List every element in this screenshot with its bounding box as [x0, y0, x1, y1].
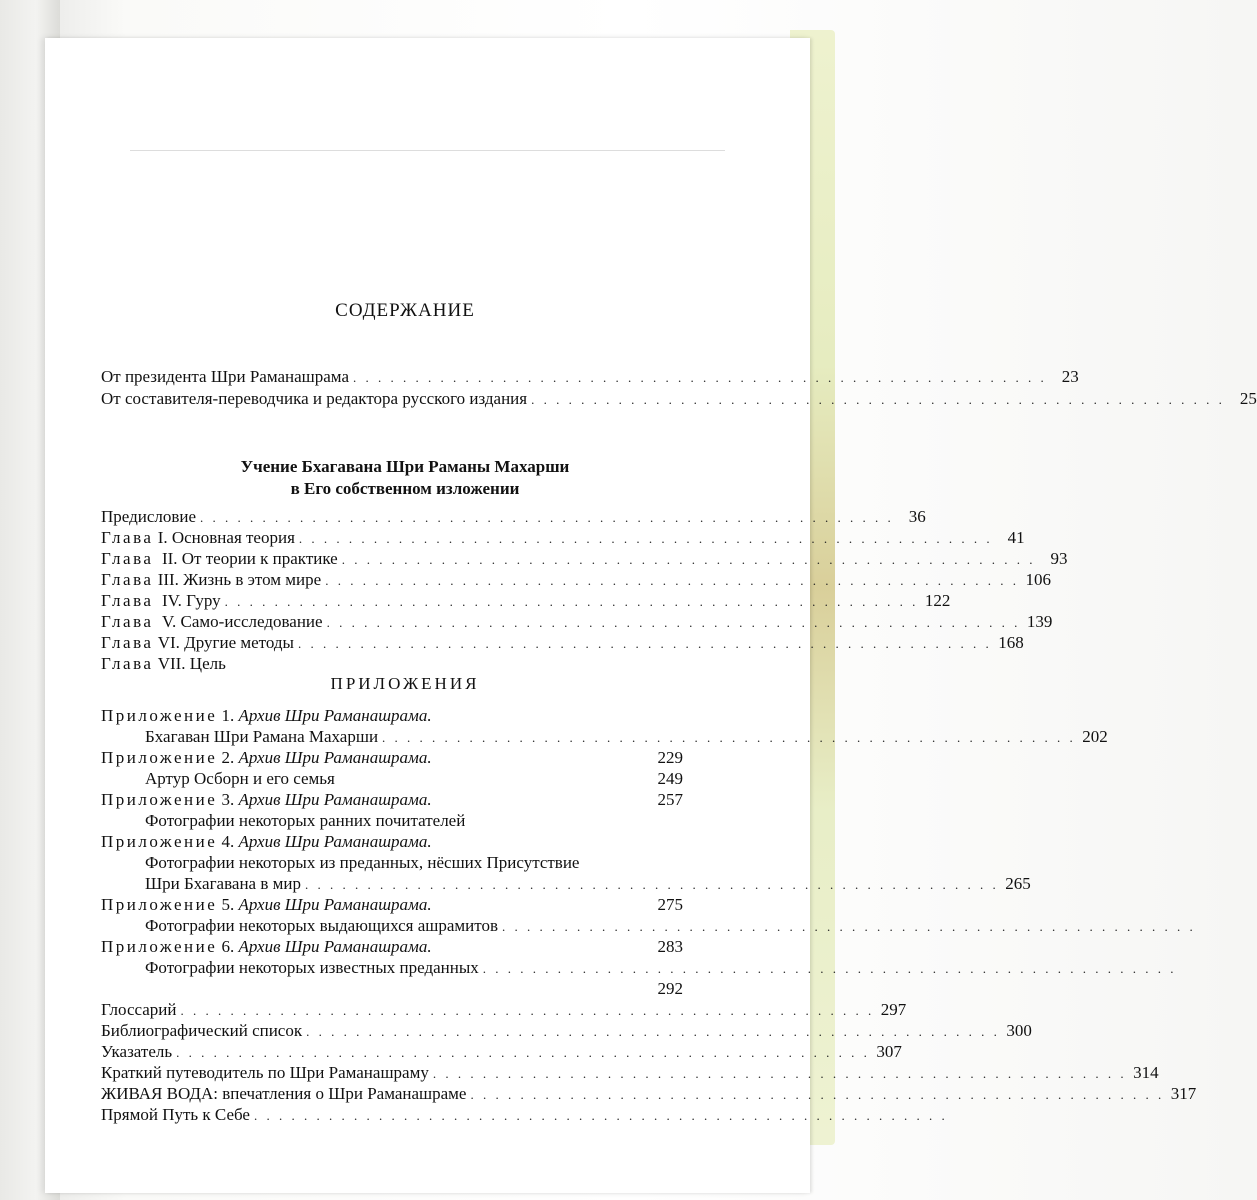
- leader-dots: . . . . . . . . . . . . . . . . . . . . . . . . . . . . . . . . . . . . . . . . . . . . . . . . . . . . . . . .: [353, 370, 1047, 385]
- book-page: [45, 38, 1257, 1193]
- appendix-prefix: Приложение: [101, 832, 218, 851]
- appendix-3-entry: [145, 810, 683, 831]
- toc-entry-page: 292: [657, 979, 683, 998]
- toc-entry-direct-path: [101, 1104, 948, 1125]
- toc-entry-page: 307: [876, 1042, 902, 1061]
- toc-entry-page: 275: [657, 895, 683, 914]
- toc-entry-chapter-3: [101, 569, 1051, 590]
- toc-entry-page: 265: [1005, 874, 1031, 893]
- toc-entry-label: От составителя-переводчика и редактора русского издания: [101, 389, 528, 408]
- toc-entry-label: Артур Осборн и его семья: [145, 769, 335, 788]
- toc-entry-label: Фотографии некоторых ранних почитателей: [145, 811, 466, 830]
- leader-dots: . . . . . . . . . . . . . . . . . . . . . . . . . . . . . . . . . . . . . . . . . . . . . . . . . . . . . . . .: [502, 919, 1196, 934]
- section-title-line-2: в Его собственном изложении: [290, 479, 520, 498]
- leader-dots: . . . . . . . . . . . . . . . . . . . . . . . . . . . . . . . . . . . . . . . . . . . . . . . . . . . . . . . .: [176, 1045, 870, 1060]
- leader-dots: . . . . . . . . . . . . . . . . . . . . . . . . . . . . . . . . . . . . . . . . . . . . . . . . . . . . . . . .: [325, 573, 1019, 588]
- toc-entry-label: От президента Шри Раманашрама: [101, 367, 349, 386]
- appendix-number: 2.: [221, 748, 235, 767]
- leader-dots: . . . . . . . . . . . . . . . . . . . . . . . . . . . . . . . . . . . . . . . . . . . . . . . . . . . . . . . .: [180, 1003, 875, 1018]
- chapter-prefix: Глава: [101, 528, 154, 547]
- toc-entry-page: 93: [1050, 549, 1068, 568]
- chapter-prefix: Глава: [101, 633, 154, 652]
- toc-entry-label: I. Основная теория: [157, 528, 295, 547]
- leader-dots: . . . . . . . . . . . . . . . . . . . . . . . . . . . . . . . . . . . . . . . . . . . . . . . . . . . . . . . .: [326, 615, 1021, 630]
- toc-entry-label: Фотографии некоторых выдающихся ашрамитов: [145, 916, 499, 935]
- toc-entry-bibliography: [101, 1020, 1032, 1041]
- appendix-prefix: Приложение: [101, 790, 218, 809]
- toc-entry-intro-1: [101, 366, 1079, 387]
- toc-entry-intro-2: [101, 388, 1257, 409]
- appendix-archive: Архив Шри Раманашрама.: [238, 706, 432, 725]
- toc-entry-label: V. Само-исследование: [161, 612, 323, 631]
- appendix-prefix: Приложение: [101, 895, 218, 914]
- toc-entry-label: Библиографический список: [101, 1021, 303, 1040]
- toc-entry-page: 202: [1082, 727, 1108, 746]
- toc-entry-label: Глоссарий: [101, 1000, 177, 1019]
- appendix-2-entry: [145, 768, 335, 789]
- appendix-archive: Архив Шри Раманашрама.: [238, 832, 432, 851]
- back-matter-page-top: [101, 978, 683, 999]
- toc-entry-page: 122: [924, 591, 951, 610]
- appendix-archive: Архив Шри Раманашрама.: [238, 937, 432, 956]
- toc-entry-label: Фотографии некоторых известных преданных: [145, 958, 479, 977]
- toc-entry-page: 300: [1006, 1021, 1032, 1040]
- toc-entry-page: 257: [657, 790, 683, 809]
- leader-dots: . . . . . . . . . . . . . . . . . . . . . . . . . . . . . . . . . . . . . . . . . . . . . . . . . . . . . . . .: [200, 510, 894, 525]
- appendix-prefix: Приложение: [101, 706, 218, 725]
- appendices-title: ПРИЛОЖЕНИЯ: [330, 674, 480, 693]
- appendix-archive: Архив Шри Раманашрама.: [238, 790, 432, 809]
- appendix-5-heading: [101, 894, 683, 915]
- appendix-archive: Архив Шри Раманашрама.: [238, 748, 432, 767]
- toc-entry-label: Прямой Путь к Себе: [101, 1105, 250, 1124]
- toc-entry-glossary: [101, 999, 907, 1020]
- appendix-6-entry: [145, 957, 1177, 978]
- toc-entry-preface: [101, 506, 926, 527]
- appendix-number: 5.: [221, 895, 235, 914]
- leader-dots: . . . . . . . . . . . . . . . . . . . . . . . . . . . . . . . . . . . . . . . . . . . . . . . . . . . . . . . .: [432, 1066, 1127, 1081]
- toc-entry-chapter-2: [101, 548, 1068, 569]
- appendix-2-heading: [101, 747, 683, 768]
- chapter-prefix: Глава: [101, 591, 154, 610]
- toc-entry-chapter-4: [101, 590, 951, 611]
- appendix-4-heading: [101, 831, 432, 852]
- toc-entry-guide: [101, 1062, 1159, 1083]
- leader-dots: . . . . . . . . . . . . . . . . . . . . . . . . . . . . . . . . . . . . . . . . . . . . . . . . . . . . . . . .: [382, 730, 1076, 745]
- toc-entry-label: Предисловие: [101, 507, 197, 526]
- toc-entry-chapter-1: [101, 527, 1025, 548]
- page-title: СОДЕРЖАНИЕ: [335, 300, 475, 321]
- toc-entry-page: 106: [1025, 570, 1051, 589]
- toc-entry-label: ЖИВАЯ ВОДА: впечатления о Шри Раманашраме: [101, 1084, 467, 1103]
- appendix-4-entry-line-1: [145, 852, 579, 873]
- toc-entry-living-water: [101, 1083, 1197, 1104]
- leader-dots: . . . . . . . . . . . . . . . . . . . . . . . . . . . . . . . . . . . . . . . . . . . . . . . . . . . . . . . .: [341, 552, 1036, 567]
- toc-entry-chapter-5: [101, 611, 1053, 632]
- toc-entry-page: 229: [657, 748, 683, 767]
- toc-entry-label: Шри Бхагавана в мир: [145, 874, 301, 893]
- appendix-1-entry: [145, 726, 1108, 747]
- appendix-1-heading: [101, 705, 432, 726]
- leader-dots: . . . . . . . . . . . . . . . . . . . . . . . . . . . . . . . . . . . . . . . . . . . . . . . . . . . . . . . .: [224, 594, 919, 609]
- toc-entry-page: 41: [1007, 528, 1025, 547]
- toc-entry-label: Фотографии некоторых из преданных, нёсших Присутствие: [145, 853, 580, 872]
- chapter-prefix: Глава: [101, 612, 154, 631]
- toc-entry-page: 25: [1239, 389, 1257, 408]
- toc-entry-page: 283: [657, 937, 683, 956]
- leader-dots: . . . . . . . . . . . . . . . . . . . . . . . . . . . . . . . . . . . . . . . . . . . . . . . . . . . . . . . .: [531, 392, 1225, 407]
- toc-entry-label: VII. Цель: [157, 654, 226, 673]
- appendix-6-heading: [101, 936, 683, 957]
- toc-entry-chapter-6: [101, 632, 1024, 653]
- toc-entry-page: 168: [998, 633, 1024, 652]
- chapter-prefix: Глава: [101, 654, 154, 673]
- leader-dots: . . . . . . . . . . . . . . . . . . . . . . . . . . . . . . . . . . . . . . . . . . . . . . . . . . . . . . . .: [304, 877, 999, 892]
- toc-entry-page: 314: [1133, 1063, 1159, 1082]
- toc-entry-label: IV. Гуру: [161, 591, 221, 610]
- toc-entry-label: VI. Другие методы: [157, 633, 294, 652]
- appendix-prefix: Приложение: [101, 748, 218, 767]
- section-title-line-1: Учение Бхагавана Шри Раманы Махарши: [240, 457, 570, 476]
- toc-entry-page: 23: [1061, 367, 1079, 386]
- leader-dots: . . . . . . . . . . . . . . . . . . . . . . . . . . . . . . . . . . . . . . . . . . . . . . . . . . . . . . . .: [297, 636, 992, 651]
- toc-entry-page: 139: [1026, 612, 1053, 631]
- appendix-prefix: Приложение: [101, 937, 218, 956]
- toc-entry-label: Бхагаван Шри Рамана Махарши: [145, 727, 379, 746]
- toc-entry-index: [101, 1041, 902, 1062]
- toc-entry-label: Указатель: [101, 1042, 173, 1061]
- leader-dots: . . . . . . . . . . . . . . . . . . . . . . . . . . . . . . . . . . . . . . . . . . . . . . . . . . . . . . . .: [482, 961, 1177, 976]
- appendix-number: 3.: [221, 790, 235, 809]
- chapter-prefix: Глава: [101, 549, 154, 568]
- table-of-contents: [45, 38, 1257, 1193]
- leader-dots: . . . . . . . . . . . . . . . . . . . . . . . . . . . . . . . . . . . . . . . . . . . . . . . . . . . . . . . .: [470, 1087, 1165, 1102]
- toc-entry-page: 36: [908, 507, 926, 526]
- toc-entry-label: II. От теории к практике: [161, 549, 338, 568]
- toc-entry-label: Краткий путеводитель по Шри Раманашраму: [101, 1063, 429, 1082]
- appendix-4-entry-line-2: [145, 873, 1031, 894]
- leader-dots: . . . . . . . . . . . . . . . . . . . . . . . . . . . . . . . . . . . . . . . . . . . . . . . . . . . . . . . .: [298, 531, 993, 546]
- leader-dots: . . . . . . . . . . . . . . . . . . . . . . . . . . . . . . . . . . . . . . . . . . . . . . . . . . . . . . . .: [253, 1108, 948, 1123]
- appendix-archive: Архив Шри Раманашрама.: [238, 895, 432, 914]
- toc-entry-chapter-7: [101, 653, 683, 674]
- leader-dots: . . . . . . . . . . . . . . . . . . . . . . . . . . . . . . . . . . . . . . . . . . . . . . . . . . . . . . . .: [306, 1024, 1000, 1039]
- appendix-number: 1.: [221, 706, 235, 725]
- toc-entry-label: III. Жизнь в этом мире: [157, 570, 322, 589]
- appendix-number: 4.: [221, 832, 235, 851]
- appendix-number: 6.: [221, 937, 235, 956]
- appendix-5-entry: [145, 915, 1196, 936]
- chapter-prefix: Глава: [101, 570, 154, 589]
- toc-entry-page: 297: [880, 1000, 907, 1019]
- toc-entry-page: 317: [1170, 1084, 1197, 1103]
- toc-entry-page: 249: [657, 769, 683, 788]
